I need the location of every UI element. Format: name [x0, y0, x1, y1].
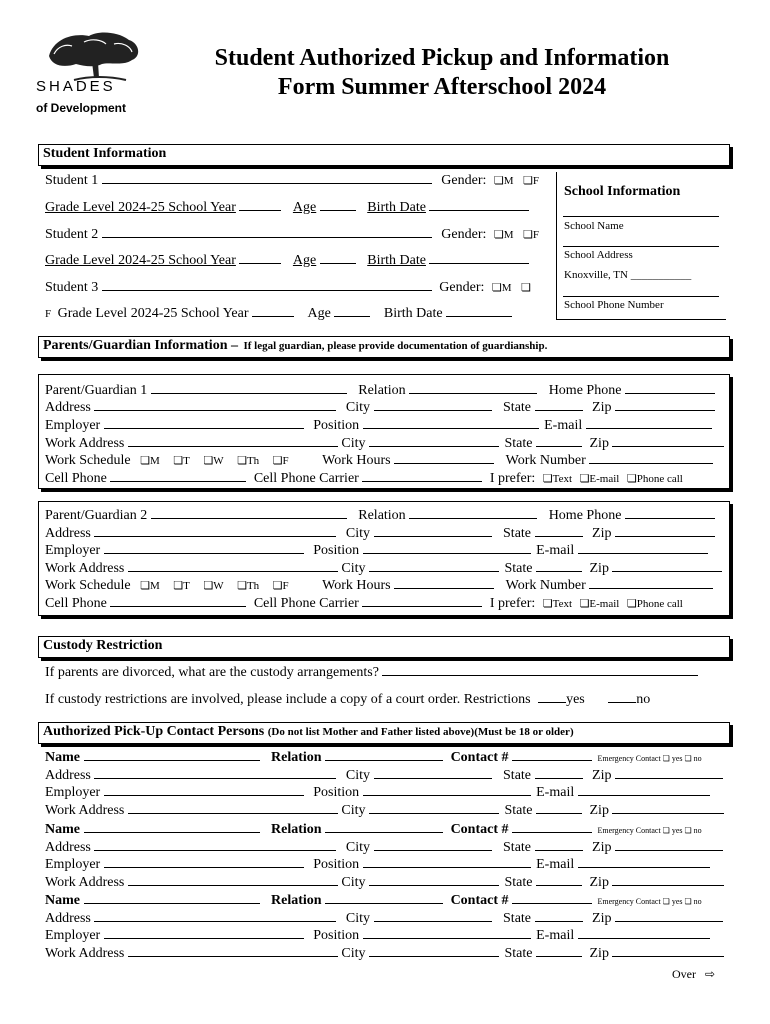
- work-address-input[interactable]: [128, 560, 338, 572]
- student2-label: Student 2: [45, 227, 99, 242]
- city-label: City: [341, 875, 366, 890]
- school-name-label: School Name: [564, 220, 624, 232]
- pref-email-checkbox[interactable]: ❏E-mail: [579, 598, 620, 610]
- birth-input[interactable]: [429, 252, 529, 264]
- zip-input[interactable]: [615, 910, 723, 922]
- employer-input[interactable]: [104, 927, 304, 939]
- over-label: [672, 967, 715, 982]
- carrier-input[interactable]: [362, 470, 482, 482]
- student3-grade-row: [45, 305, 512, 322]
- day-t-checkbox[interactable]: ❏T: [173, 580, 190, 592]
- student2-grade-row: [45, 252, 529, 269]
- address-input[interactable]: [94, 525, 336, 537]
- zip-label: Zip: [589, 436, 609, 451]
- address-label: Address: [45, 768, 91, 783]
- pref-text-checkbox[interactable]: ❏Text: [542, 473, 573, 485]
- relation-label: Relation: [271, 893, 322, 908]
- email-label: E-mail: [544, 418, 583, 433]
- home-phone-input[interactable]: [625, 382, 715, 394]
- city-label: City: [341, 561, 366, 576]
- employer-input[interactable]: [104, 784, 304, 796]
- pickup-employer-row: [45, 856, 710, 873]
- address-input[interactable]: [94, 839, 336, 851]
- pickup-title: Authorized Pick-Up Contact Persons: [43, 724, 265, 739]
- tree-icon: [44, 28, 144, 83]
- state-label: State: [504, 561, 533, 576]
- parent2-input[interactable]: [151, 507, 347, 519]
- city-label: City: [345, 911, 371, 926]
- city-label: City: [345, 768, 371, 783]
- zip-label: Zip: [592, 911, 612, 926]
- student1-input[interactable]: [102, 172, 432, 184]
- restrictions-no-label: no: [636, 692, 651, 707]
- position-input[interactable]: [363, 542, 531, 554]
- address-label: Address: [45, 526, 91, 541]
- address-label: Address: [45, 911, 91, 926]
- grade-label: Grade Level 2024-25 School Year: [45, 200, 236, 215]
- city-label: City: [341, 436, 366, 451]
- pickup-work-address-row: [45, 874, 724, 891]
- parents-note: If legal guardian, please provide documentation of guardianship.: [243, 340, 548, 352]
- day-f-checkbox[interactable]: ❏F: [272, 455, 289, 467]
- email-input[interactable]: [578, 542, 708, 554]
- cell-input[interactable]: [110, 470, 246, 482]
- student-info-title: Student Information: [43, 146, 167, 161]
- state-input[interactable]: [535, 839, 583, 851]
- logo-sub: of Development: [36, 101, 127, 115]
- parent2-name-row: [45, 507, 715, 524]
- zip-label: Zip: [592, 840, 612, 855]
- day-w-checkbox[interactable]: ❏W: [203, 580, 224, 592]
- zip-input[interactable]: [615, 767, 723, 779]
- work-hours-input[interactable]: [394, 577, 494, 589]
- city-input[interactable]: [369, 560, 499, 572]
- name-input[interactable]: [84, 821, 260, 833]
- contact-input[interactable]: [512, 892, 592, 904]
- name-label: Name: [45, 893, 80, 908]
- contact-label: Contact #: [450, 750, 509, 765]
- zip-input[interactable]: [615, 839, 723, 851]
- age-label: Age: [292, 253, 317, 268]
- parent1-cell-row: [45, 470, 683, 487]
- pickup-note: (Do not list Mother and Father listed above)(Must be 18 or older): [267, 726, 574, 738]
- contact-input[interactable]: [512, 749, 592, 761]
- gender-f-checkbox[interactable]: ❏F: [523, 175, 540, 187]
- email-input[interactable]: [578, 784, 710, 796]
- position-label: Position: [313, 857, 360, 872]
- zip-input[interactable]: [615, 399, 715, 411]
- employer-label: Employer: [45, 543, 101, 558]
- name-input[interactable]: [84, 892, 260, 904]
- relation-input[interactable]: [409, 507, 537, 519]
- work-address-label: Work Address: [45, 561, 125, 576]
- zip-label: Zip: [589, 803, 609, 818]
- email-label: E-mail: [536, 785, 575, 800]
- state-label: State: [503, 840, 532, 855]
- position-input[interactable]: [363, 927, 531, 939]
- over-text: Over: [672, 967, 696, 981]
- city-input[interactable]: [374, 839, 492, 851]
- address-input[interactable]: [94, 910, 336, 922]
- work-number-label: Work Number: [505, 453, 586, 468]
- work-number-input[interactable]: [589, 577, 713, 589]
- email-label: E-mail: [536, 857, 575, 872]
- position-label: Position: [313, 418, 360, 433]
- day-f-checkbox[interactable]: ❏F: [272, 580, 289, 592]
- home-phone-label: Home Phone: [548, 383, 622, 398]
- pickup-address-row: [45, 910, 723, 927]
- custody-q1-input[interactable]: [382, 664, 698, 676]
- pref-phone-checkbox[interactable]: ❏Phone call: [626, 473, 683, 485]
- work-number-label: Work Number: [505, 578, 586, 593]
- relation-label: Relation: [271, 750, 322, 765]
- city-label: City: [345, 400, 371, 415]
- student3-input[interactable]: [102, 279, 432, 291]
- custody-title: Custody Restriction: [43, 638, 163, 653]
- parent1-employer-row: [45, 417, 712, 434]
- pickup-address-row: [45, 767, 723, 784]
- email-label: E-mail: [536, 543, 575, 558]
- birth-label: Birth Date: [383, 306, 443, 321]
- restrictions-yes-input[interactable]: [538, 691, 566, 703]
- parent1-schedule-row: [45, 452, 713, 469]
- city-label: City: [341, 946, 366, 961]
- work-address-label: Work Address: [45, 803, 125, 818]
- city-input[interactable]: [369, 945, 499, 957]
- state-label: State: [504, 946, 533, 961]
- state-label: State: [503, 911, 532, 926]
- zip-input[interactable]: [612, 802, 724, 814]
- grade-input[interactable]: [239, 252, 281, 264]
- custody-q1-label: If parents are divorced, what are the custody arrangements?: [45, 665, 379, 680]
- day-m-checkbox[interactable]: ❏M: [140, 580, 160, 592]
- age-input[interactable]: [320, 252, 356, 264]
- zip-label: Zip: [589, 561, 609, 576]
- employer-input[interactable]: [104, 856, 304, 868]
- carrier-label: Cell Phone Carrier: [253, 471, 359, 486]
- logo: [36, 28, 146, 123]
- employer-label: Employer: [45, 418, 101, 433]
- position-input[interactable]: [363, 417, 539, 429]
- title-line-1: Student Authorized Pickup and Information: [214, 45, 670, 71]
- relation-label: Relation: [358, 508, 406, 523]
- parent1-name-row: [45, 382, 715, 399]
- student2-input[interactable]: [102, 226, 432, 238]
- cell-label: Cell Phone: [45, 471, 107, 486]
- pickup-header: [38, 722, 730, 744]
- zip-label: Zip: [592, 768, 612, 783]
- age-label: Age: [292, 200, 317, 215]
- city-input[interactable]: [369, 874, 499, 886]
- gender-label: Gender:: [441, 173, 487, 188]
- state-input[interactable]: [535, 525, 583, 537]
- birth-input[interactable]: [429, 199, 529, 211]
- logo-name: SHADES: [36, 78, 116, 95]
- name-label: Name: [45, 822, 80, 837]
- employer-input[interactable]: [104, 417, 304, 429]
- pref-phone-checkbox[interactable]: ❏Phone call: [626, 598, 683, 610]
- restrictions-no-input[interactable]: [608, 691, 636, 703]
- school-info-title: School Information: [564, 184, 681, 199]
- state-input[interactable]: [536, 560, 582, 572]
- email-input[interactable]: [578, 927, 710, 939]
- state-input[interactable]: [536, 874, 582, 886]
- parent2-employer-row: [45, 542, 708, 559]
- parent2-work-address-row: [45, 560, 722, 577]
- custody-q1-row: [45, 664, 698, 681]
- state-label: State: [503, 768, 532, 783]
- state-label: State: [504, 803, 533, 818]
- work-hours-label: Work Hours: [322, 578, 391, 593]
- gender-label: Gender:: [441, 227, 487, 242]
- zip-label: Zip: [592, 400, 612, 415]
- school-city: Knoxville, TN ___________: [564, 269, 692, 281]
- zip-label: Zip: [589, 875, 609, 890]
- age-input[interactable]: [320, 199, 356, 211]
- state-input[interactable]: [536, 802, 582, 814]
- employer-label: Employer: [45, 928, 101, 943]
- parents-header: [38, 336, 730, 358]
- school-phone-label: School Phone Number: [564, 299, 664, 311]
- student-info-header: [38, 144, 730, 166]
- pickup-work-address-row: [45, 802, 724, 819]
- email-input[interactable]: [586, 417, 712, 429]
- gender-f-label: F: [45, 308, 52, 320]
- state-input[interactable]: [535, 399, 583, 411]
- position-label: Position: [313, 785, 360, 800]
- pref-text-checkbox[interactable]: ❏Text: [542, 598, 573, 610]
- work-address-input[interactable]: [128, 874, 338, 886]
- work-address-input[interactable]: [128, 435, 338, 447]
- birth-label: Birth Date: [367, 200, 426, 215]
- state-label: State: [503, 400, 532, 415]
- city-label: City: [345, 840, 371, 855]
- grade-input[interactable]: [239, 199, 281, 211]
- pickup-name-row: [45, 749, 702, 766]
- home-phone-input[interactable]: [625, 507, 715, 519]
- position-label: Position: [313, 543, 360, 558]
- employer-input[interactable]: [104, 542, 304, 554]
- student3-label: Student 3: [45, 280, 99, 295]
- parent2-cell-row: [45, 595, 683, 612]
- parent1-label: Parent/Guardian 1: [45, 383, 148, 398]
- page-title: [202, 44, 682, 102]
- work-address-label: Work Address: [45, 946, 125, 961]
- student1-grade-row: [45, 199, 529, 216]
- address-input[interactable]: [94, 767, 336, 779]
- emergency-contact-checkboxes[interactable]: Emergency Contact ❏ yes ❏ no: [597, 897, 702, 906]
- parent1-input[interactable]: [151, 382, 347, 394]
- student2-row: [45, 226, 539, 243]
- parent2-label: Parent/Guardian 2: [45, 508, 148, 523]
- school-name-line[interactable]: [563, 216, 719, 217]
- gender-label: Gender:: [439, 280, 485, 295]
- student1-row: [45, 172, 539, 189]
- relation-input[interactable]: [325, 749, 443, 761]
- work-number-input[interactable]: [589, 452, 713, 464]
- parent1-address-row: [45, 399, 715, 416]
- email-input[interactable]: [578, 856, 710, 868]
- contact-label: Contact #: [450, 893, 509, 908]
- prefer-label: I prefer:: [489, 471, 536, 486]
- pickup-name-row: [45, 892, 702, 909]
- cell-label: Cell Phone: [45, 596, 107, 611]
- day-w-checkbox[interactable]: ❏W: [203, 455, 224, 467]
- gender-m-checkbox[interactable]: ❏M: [493, 175, 514, 187]
- day-t-checkbox[interactable]: ❏T: [173, 455, 190, 467]
- parents-title: Parents/Guardian Information –: [43, 338, 238, 353]
- grade-input[interactable]: [252, 305, 294, 317]
- employer-label: Employer: [45, 785, 101, 800]
- state-label: State: [504, 436, 533, 451]
- relation-input[interactable]: [325, 892, 443, 904]
- name-input[interactable]: [84, 749, 260, 761]
- state-input[interactable]: [535, 767, 583, 779]
- gender-m-checkbox[interactable]: ❏M: [491, 282, 512, 294]
- home-phone-label: Home Phone: [548, 508, 622, 523]
- city-input[interactable]: [374, 525, 492, 537]
- work-address-input[interactable]: [128, 945, 338, 957]
- school-address-line[interactable]: [563, 246, 719, 247]
- emergency-contact-checkboxes[interactable]: Emergency Contact ❏ yes ❏ no: [597, 754, 702, 763]
- title-line-2: Form Summer Afterschool 2024: [277, 74, 607, 100]
- city-label: City: [341, 803, 366, 818]
- state-input[interactable]: [536, 945, 582, 957]
- position-input[interactable]: [363, 856, 531, 868]
- zip-label: Zip: [592, 526, 612, 541]
- birth-input[interactable]: [446, 305, 512, 317]
- relation-input[interactable]: [325, 821, 443, 833]
- state-input[interactable]: [535, 910, 583, 922]
- carrier-input[interactable]: [362, 595, 482, 607]
- address-label: Address: [45, 400, 91, 415]
- work-address-input[interactable]: [128, 802, 338, 814]
- emergency-contact-checkboxes[interactable]: Emergency Contact ❏ yes ❏ no: [597, 826, 702, 835]
- grade-label: Grade Level 2024-25 School Year: [57, 306, 249, 321]
- state-input[interactable]: [536, 435, 582, 447]
- city-input[interactable]: [369, 435, 499, 447]
- relation-label: Relation: [271, 822, 322, 837]
- city-input[interactable]: [374, 767, 492, 779]
- zip-input[interactable]: [612, 945, 724, 957]
- cell-input[interactable]: [110, 595, 246, 607]
- work-hours-label: Work Hours: [322, 453, 391, 468]
- work-address-label: Work Address: [45, 436, 125, 451]
- work-schedule-label: Work Schedule: [45, 578, 131, 593]
- student3-row: [45, 279, 531, 296]
- parent2-schedule-row: [45, 577, 713, 594]
- position-input[interactable]: [363, 784, 531, 796]
- custody-header: [38, 636, 730, 658]
- state-label: State: [504, 875, 533, 890]
- custody-q2-row: [45, 691, 650, 708]
- parent2-address-row: [45, 525, 715, 542]
- city-label: City: [345, 526, 371, 541]
- grade-label: Grade Level 2024-25 School Year: [45, 253, 236, 268]
- address-label: Address: [45, 840, 91, 855]
- zip-label: Zip: [589, 946, 609, 961]
- pickup-name-row: [45, 821, 702, 838]
- pref-email-checkbox[interactable]: ❏E-mail: [579, 473, 620, 485]
- day-th-checkbox[interactable]: ❏Th: [237, 455, 260, 467]
- zip-input[interactable]: [612, 435, 724, 447]
- work-schedule-label: Work Schedule: [45, 453, 131, 468]
- position-label: Position: [313, 928, 360, 943]
- city-input[interactable]: [374, 399, 492, 411]
- relation-input[interactable]: [409, 382, 537, 394]
- restrictions-yes-label: yes: [566, 692, 585, 707]
- birth-label: Birth Date: [367, 253, 426, 268]
- pickup-address-row: [45, 839, 723, 856]
- city-input[interactable]: [369, 802, 499, 814]
- contact-input[interactable]: [512, 821, 592, 833]
- pickup-employer-row: [45, 784, 710, 801]
- state-label: State: [503, 526, 532, 541]
- parent1-work-address-row: [45, 435, 724, 452]
- day-th-checkbox[interactable]: ❏Th: [237, 580, 260, 592]
- day-m-checkbox[interactable]: ❏M: [140, 455, 160, 467]
- work-hours-input[interactable]: [394, 452, 494, 464]
- age-label: Age: [307, 306, 331, 321]
- school-address-label: School Address: [564, 249, 633, 261]
- zip-input[interactable]: [612, 874, 724, 886]
- school-phone-line[interactable]: [563, 296, 719, 297]
- pickup-work-address-row: [45, 945, 724, 962]
- pickup-employer-row: [45, 927, 710, 944]
- zip-input[interactable]: [615, 525, 715, 537]
- carrier-label: Cell Phone Carrier: [253, 596, 359, 611]
- work-address-label: Work Address: [45, 875, 125, 890]
- address-input[interactable]: [94, 399, 336, 411]
- gender-m-checkbox[interactable]: ❏M: [493, 229, 514, 241]
- email-label: E-mail: [536, 928, 575, 943]
- age-input[interactable]: [334, 305, 370, 317]
- prefer-label: I prefer:: [489, 596, 536, 611]
- arrow-right-icon: ⇨: [705, 967, 716, 981]
- zip-input[interactable]: [612, 560, 722, 572]
- relation-label: Relation: [358, 383, 406, 398]
- employer-label: Employer: [45, 857, 101, 872]
- student1-label: Student 1: [45, 173, 99, 188]
- custody-q2-label: If custody restrictions are involved, please include a copy of a court order. Restrictions: [45, 692, 531, 707]
- gender-f-checkbox[interactable]: ❏F: [523, 229, 540, 241]
- name-label: Name: [45, 750, 80, 765]
- gender-f-checkbox[interactable]: ❏: [521, 282, 531, 294]
- contact-label: Contact #: [450, 822, 509, 837]
- city-input[interactable]: [374, 910, 492, 922]
